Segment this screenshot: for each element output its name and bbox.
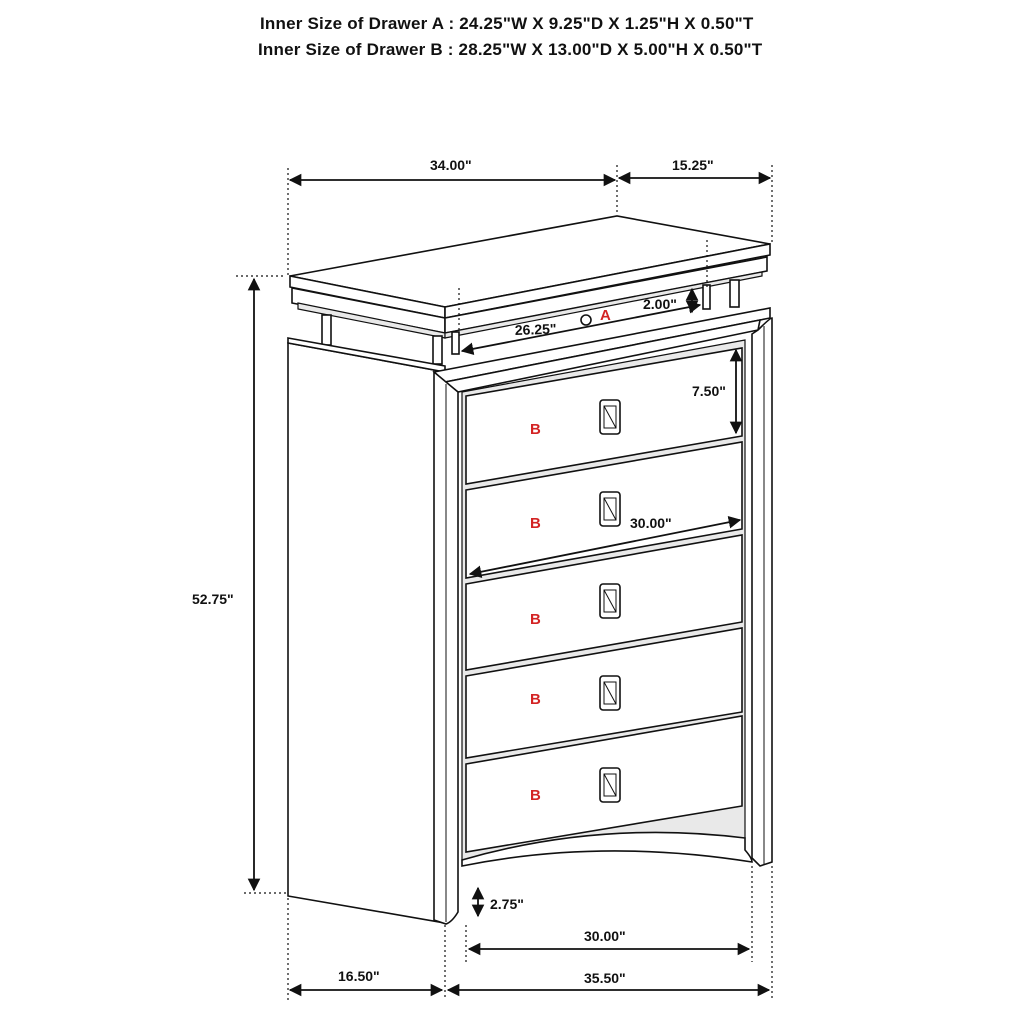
drawer-pull-2 bbox=[600, 492, 620, 526]
drawer-pull-1 bbox=[600, 400, 620, 434]
base-width-label: 30.00" bbox=[584, 928, 626, 944]
drawer-b-3-label: B bbox=[530, 611, 541, 628]
drawer-pull-3 bbox=[600, 584, 620, 618]
drawer-pull-5 bbox=[600, 768, 620, 802]
side-panel bbox=[288, 343, 445, 923]
post-front-right bbox=[433, 336, 442, 364]
drawer-b-4-label: B bbox=[530, 691, 541, 708]
drawer-a-knob bbox=[581, 315, 591, 325]
overall-height-label: 52.75" bbox=[192, 591, 234, 607]
drawer-b-2-label: B bbox=[530, 515, 541, 532]
overall-depth-label: 16.50" bbox=[338, 968, 380, 984]
overall-width-label: 35.50" bbox=[584, 970, 626, 986]
post-front-left bbox=[322, 315, 331, 345]
drawer-b-1-label: B bbox=[530, 421, 541, 438]
drawer-b-width-label: 30.00" bbox=[630, 515, 672, 531]
drawer-b-spec: Inner Size of Drawer B : 28.25"W X 13.00"D X 5.00"H X 0.50"T bbox=[258, 40, 763, 59]
drawer-a-width-label: 26.25" bbox=[514, 320, 557, 338]
top-depth-label: 15.25" bbox=[672, 157, 714, 173]
drawer-b-height-label: 7.50" bbox=[692, 383, 726, 399]
drawer-a-height-label: 2.00" bbox=[643, 296, 677, 312]
leg-height-label: 2.75" bbox=[490, 896, 524, 912]
drawer-a-label: A bbox=[600, 307, 611, 324]
drawer-a-spec: Inner Size of Drawer A : 24.25"W X 9.25"D X 1.25"H X 0.50"T bbox=[260, 14, 754, 33]
post-back-right bbox=[730, 280, 739, 307]
post-back-left bbox=[452, 332, 459, 354]
top-width-label: 34.00" bbox=[430, 157, 472, 173]
drawer-pull-4 bbox=[600, 676, 620, 710]
post-back-mid bbox=[703, 285, 710, 309]
drawer-b-5-label: B bbox=[530, 787, 541, 804]
right-pilaster bbox=[752, 318, 772, 866]
